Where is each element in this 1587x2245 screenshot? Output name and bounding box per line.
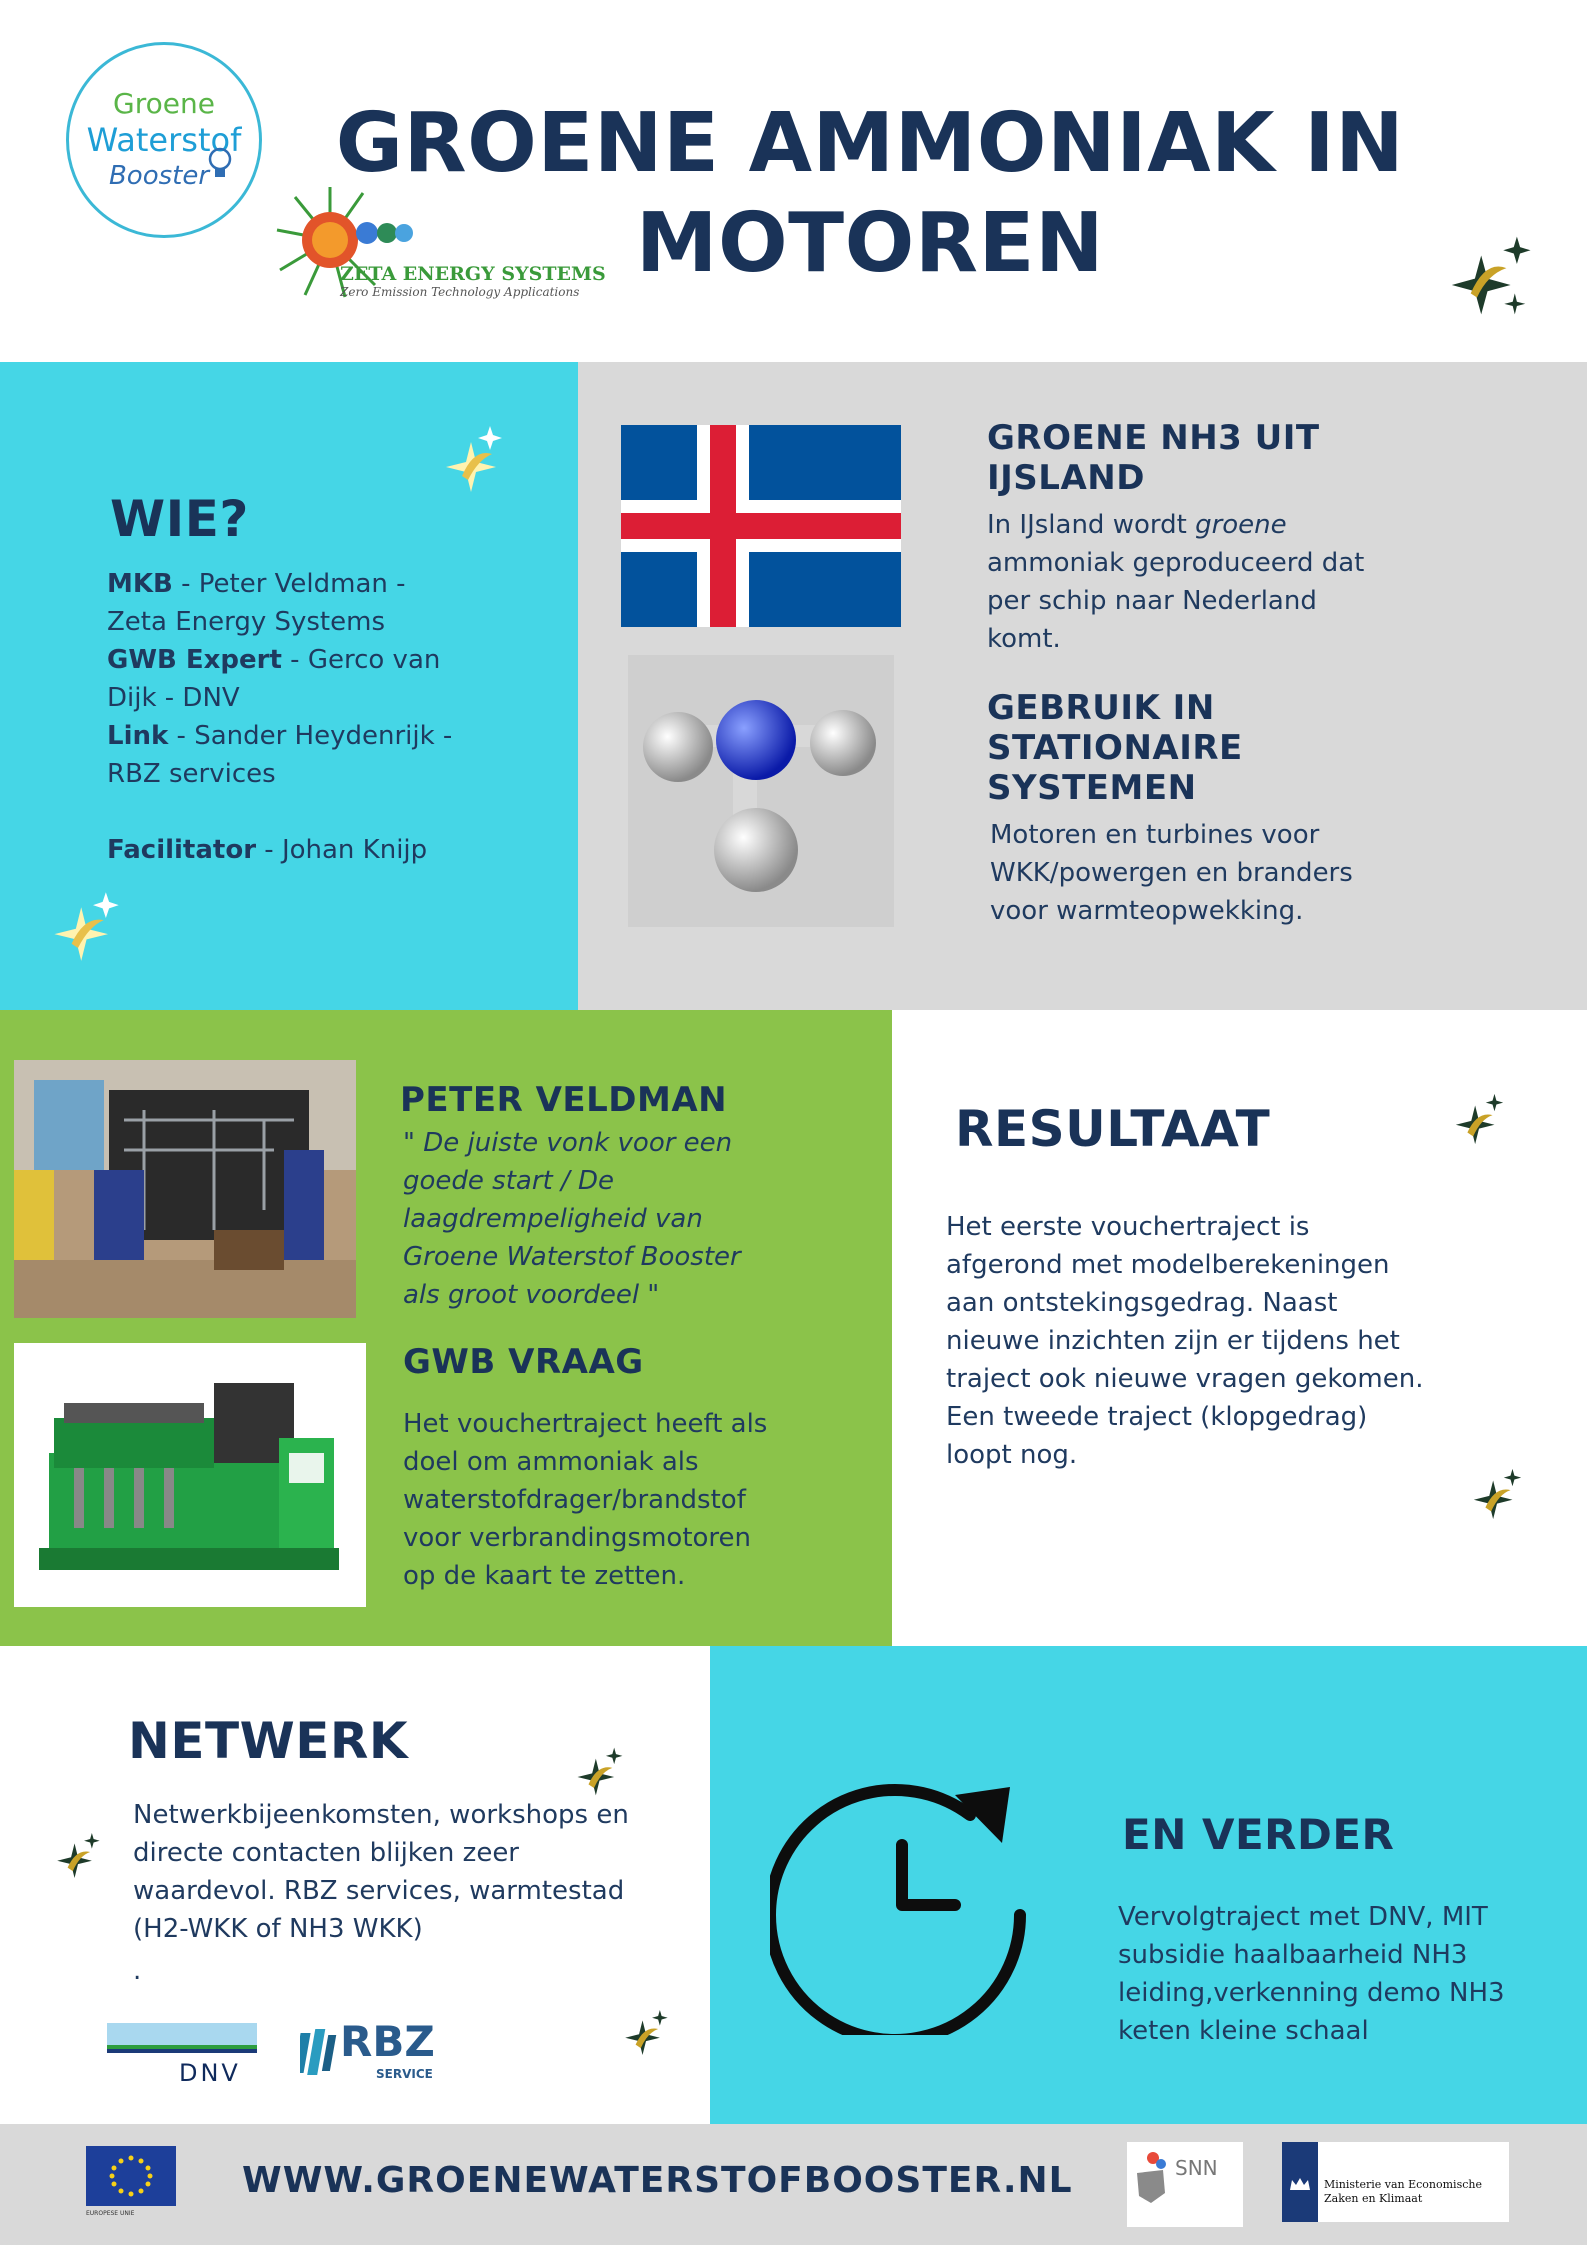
sparkle-icon: [1468, 1465, 1526, 1523]
eu-stars-icon: [86, 2146, 176, 2206]
snn-logo-text: SNN: [1175, 2156, 1218, 2180]
verder-heading: EN VERDER: [1122, 1810, 1395, 1859]
wie-gwb-label: GWB Expert: [107, 645, 282, 675]
wie-mkb: [107, 565, 467, 641]
sparkle-icon: [48, 888, 123, 963]
rbz-mark-icon: [300, 2025, 342, 2080]
workshop-photo-image: [14, 1060, 356, 1318]
wie-facilitator-label: Facilitator: [107, 835, 257, 865]
gwb-logo: [66, 42, 262, 238]
peter-heading: PETER VELDMAN: [400, 1080, 728, 1120]
eu-caption: EUROPESE UNIE: [86, 2210, 135, 2217]
ministry-name: Ministerie van Economische Zaken en Klimaat: [1324, 2178, 1482, 2205]
wie-list: [107, 565, 467, 869]
sparkle-icon: [1450, 1090, 1508, 1148]
iceland-text-italic: groene: [1195, 510, 1287, 540]
rbz-logo-sub: SERVICE: [376, 2067, 433, 2081]
page-title-line2: MOTOREN: [635, 196, 1105, 291]
netwerk-trailing: .: [133, 1956, 142, 1986]
rbz-logo-text: RBZ: [340, 2017, 435, 2066]
iceland-text: [987, 506, 1387, 658]
netwerk-text: Netwerkbijeenkomsten, workshops en directe contacten blijken zeer waardevol. RBZ services, warmtestad (H2-WKK of NH3 WKK): [133, 1800, 629, 1944]
ministry-logo: [1282, 2142, 1509, 2222]
wie-facilitator: [107, 831, 467, 869]
gwb-logo-line1: Groene: [113, 87, 215, 120]
wie-link-text: - Sander Heydenrijk -RBZ services: [107, 721, 453, 789]
stationary-text: Motoren en turbines voor WKK/powergen en branders voor warmteopwekking.: [990, 820, 1353, 926]
dnv-logo: [107, 2023, 257, 2093]
zeta-logo-tagline: Zero Emission Technology Applications: [340, 285, 580, 299]
iceland-text-part2: ammoniak geproduceerd dat per schip naar Nederland komt.: [987, 548, 1365, 654]
wie-gwb-text: - Gerco van Dijk - DNV: [107, 645, 441, 713]
generator-photo-image: [14, 1343, 366, 1607]
peter-quote: " De juiste vonk voor een goede start / De laagdrempeligheid van Groene Waterstof Booster als groot voordeel ": [403, 1128, 741, 1310]
netwerk-heading: NETWERK: [128, 1712, 409, 1770]
crown-emblem-icon: [1288, 2176, 1312, 2194]
stationary-heading: GEBRUIK IN STATIONAIRE SYSTEMEN: [987, 688, 1243, 808]
resultaat-heading: RESULTAAT: [955, 1100, 1271, 1158]
lightbulb-icon: [205, 145, 235, 185]
clock-icon: [770, 1765, 1042, 2035]
sparkle-icon: [52, 1828, 104, 1883]
zeta-logo-name: ZETA ENERGY SYSTEMS: [340, 263, 606, 285]
sparkle-icon: [1435, 228, 1540, 323]
iceland-heading: GROENE NH3 UIT IJSLAND: [987, 418, 1320, 498]
wie-mkb-text: - Peter Veldman - Zeta Energy Systems: [107, 569, 406, 637]
ministry-emblem: [1282, 2142, 1318, 2222]
verder-text: Vervolgtraject met DNV, MIT subsidie haalbaarheid NH3 leiding,verkenning demo NH3 keten kleine schaal: [1118, 1902, 1505, 2046]
sparkle-icon: [620, 2005, 672, 2060]
eu-flag-logo: [86, 2146, 176, 2226]
sparkle-icon: [572, 1744, 627, 1799]
iceland-text-part1: In IJsland wordt: [987, 510, 1196, 540]
gwb-vraag-heading: GWB VRAAG: [403, 1342, 644, 1382]
snn-mark-icon: [1133, 2148, 1169, 2208]
resultaat-text: Het eerste vouchertraject is afgerond met modelberekeningen aan ontstekingsgedrag. Naast nieuwe inzichten zijn er tijdens het traject ook nieuwe vragen gekomen. Een tweede traject (klopgedrag) loopt nog.: [946, 1212, 1424, 1470]
wie-heading: WIE?: [110, 490, 249, 548]
wie-link: [107, 717, 467, 793]
wie-link-label: Link: [107, 721, 169, 751]
rbz-logo: [300, 2015, 470, 2090]
iceland-flag-image: [621, 425, 901, 627]
dnv-logo-text: DNV: [179, 2059, 241, 2087]
wie-mkb-label: MKB: [107, 569, 173, 599]
footer-url[interactable]: WWW.GROENEWATERSTOFBOOSTER.NL: [242, 2160, 1073, 2201]
gwb-vraag-text: Het vouchertraject heeft als doel om ammoniak als waterstofdrager/brandstof voor verbrandingsmotoren op de kaart te zetten.: [403, 1409, 768, 1591]
page-title-line1: GROENE AMMONIAK IN: [335, 96, 1405, 191]
wie-gwb: [107, 641, 467, 717]
gwb-logo-line2: Waterstof: [86, 121, 242, 159]
gwb-logo-line3: Booster: [108, 161, 210, 191]
wie-facilitator-text: - Johan Knijp: [256, 835, 428, 865]
snn-logo: [1127, 2142, 1243, 2227]
ammonia-molecule-image: [628, 655, 894, 927]
sparkle-icon: [438, 420, 508, 500]
